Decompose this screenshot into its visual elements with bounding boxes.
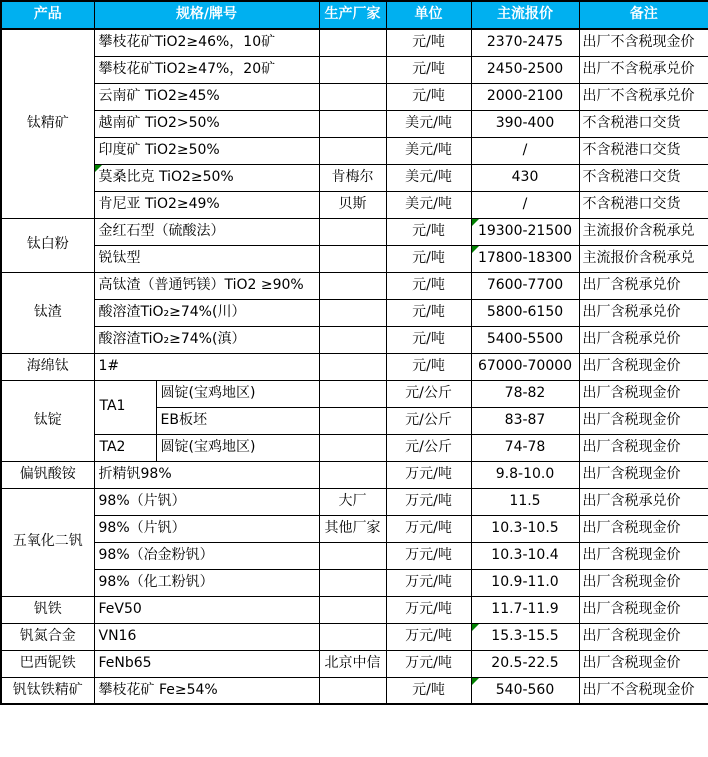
header-spec: 规格/牌号 — [94, 1, 319, 29]
unit-cell: 万元/吨 — [386, 488, 471, 515]
spec-cell: 印度矿 TiO2≥50% — [94, 137, 319, 164]
table-row — [1, 677, 708, 704]
note-cell: 出厂含税承兑价 — [579, 272, 708, 299]
unit-cell: 元/吨 — [386, 56, 471, 83]
price-cell: 5800-6150 — [471, 299, 579, 326]
table-row — [1, 623, 708, 650]
table-row — [1, 434, 708, 461]
table-row — [1, 272, 708, 299]
product-cell: 钛精矿 — [1, 29, 94, 218]
note-cell: 出厂不含税现金价 — [579, 29, 708, 56]
unit-cell: 元/吨 — [386, 218, 471, 245]
table-row — [1, 137, 708, 164]
price-cell: / — [471, 191, 579, 218]
product-cell: 钒铁 — [1, 596, 94, 623]
manufacturer-cell — [319, 623, 386, 650]
note-cell: 出厂含税现金价 — [579, 434, 708, 461]
unit-cell: 元/吨 — [386, 299, 471, 326]
unit-cell: 美元/吨 — [386, 110, 471, 137]
table-row — [1, 110, 708, 137]
manufacturer-cell — [319, 83, 386, 110]
unit-cell: 万元/吨 — [386, 569, 471, 596]
table-row — [1, 353, 708, 380]
product-cell: 五氧化二钒 — [1, 488, 94, 596]
manufacturer-cell — [319, 542, 386, 569]
price-cell: 20.5-22.5 — [471, 650, 579, 677]
manufacturer-cell — [319, 461, 386, 488]
price-cell: / — [471, 137, 579, 164]
price-cell: 74-78 — [471, 434, 579, 461]
unit-cell: 美元/吨 — [386, 191, 471, 218]
table-row — [1, 191, 708, 218]
unit-cell: 元/吨 — [386, 677, 471, 704]
spec-cell: 1# — [94, 353, 319, 380]
table-row — [1, 515, 708, 542]
manufacturer-cell: 大厂 — [319, 488, 386, 515]
spec-cell: 攀枝花矿TiO2≥47%，20矿 — [94, 56, 319, 83]
header-price: 主流报价 — [471, 1, 579, 29]
header-unit: 单位 — [386, 1, 471, 29]
price-cell — [471, 623, 579, 650]
manufacturer-cell — [319, 677, 386, 704]
unit-cell: 元/吨 — [386, 272, 471, 299]
note-cell: 出厂含税现金价 — [579, 353, 708, 380]
manufacturer-cell — [319, 299, 386, 326]
manufacturer-cell — [319, 272, 386, 299]
manufacturer-cell — [319, 245, 386, 272]
manufacturer-cell — [319, 353, 386, 380]
manufacturer-cell: 其他厂家 — [319, 515, 386, 542]
header-note: 备注 — [579, 1, 708, 29]
price-cell: 78-82 — [471, 380, 579, 407]
manufacturer-cell — [319, 326, 386, 353]
note-cell: 出厂含税现金价 — [579, 407, 708, 434]
grade-cell: TA1 — [94, 380, 156, 434]
spec-cell: 圆锭(宝鸡地区) — [156, 380, 319, 407]
note-cell: 不含税港口交货 — [579, 110, 708, 137]
manufacturer-cell: 贝斯 — [319, 191, 386, 218]
spec-cell: FeNb65 — [94, 650, 319, 677]
manufacturer-cell — [319, 434, 386, 461]
note-cell: 主流报价含税承兑 — [579, 218, 708, 245]
table-row — [1, 56, 708, 83]
spec-cell: 98%（冶金粉钒） — [94, 542, 319, 569]
spec-cell: EB板坯 — [156, 407, 319, 434]
manufacturer-cell — [319, 380, 386, 407]
unit-cell: 元/吨 — [386, 326, 471, 353]
price-cell: 10.3-10.4 — [471, 542, 579, 569]
table-row — [1, 164, 708, 191]
spec-cell: 金红石型（硫酸法） — [94, 218, 319, 245]
unit-cell: 万元/吨 — [386, 542, 471, 569]
note-cell: 出厂含税现金价 — [579, 542, 708, 569]
note-cell: 出厂含税现金价 — [579, 569, 708, 596]
price-text: 19300-21500 — [477, 222, 573, 239]
spec-text: 莫桑比克 TiO2≥50% — [98, 168, 234, 185]
price-cell: 10.9-11.0 — [471, 569, 579, 596]
spec-cell: 折精钒98% — [94, 461, 319, 488]
unit-cell: 元/吨 — [386, 83, 471, 110]
product-cell: 偏钒酸铵 — [1, 461, 94, 488]
green-corner-flag-icon — [472, 624, 479, 631]
price-cell: 2000-2100 — [471, 83, 579, 110]
price-cell: 2370-2475 — [471, 29, 579, 56]
grade-cell: TA2 — [94, 434, 156, 461]
price-cell: 11.5 — [471, 488, 579, 515]
spec-cell: 酸溶渣TiO₂≥74%(滇） — [94, 326, 319, 353]
spec-cell: 圆锭(宝鸡地区) — [156, 434, 319, 461]
unit-cell: 元/吨 — [386, 353, 471, 380]
manufacturer-cell — [319, 218, 386, 245]
unit-cell: 元/公斤 — [386, 434, 471, 461]
manufacturer-cell — [319, 596, 386, 623]
table-row — [1, 461, 708, 488]
unit-cell: 万元/吨 — [386, 461, 471, 488]
spec-cell: 越南矿 TiO2>50% — [94, 110, 319, 137]
spec-cell: 云南矿 TiO2≥45% — [94, 83, 319, 110]
note-cell: 出厂含税现金价 — [579, 380, 708, 407]
price-cell — [471, 245, 579, 272]
spec-cell: 98%（片钒） — [94, 488, 319, 515]
manufacturer-cell: 北京中信 — [319, 650, 386, 677]
price-cell: 390-400 — [471, 110, 579, 137]
price-text: 15.3-15.5 — [491, 627, 559, 644]
header-manufacturer: 生产厂家 — [319, 1, 386, 29]
table-row — [1, 326, 708, 353]
spec-cell: 98%（化工粉钒） — [94, 569, 319, 596]
table-row — [1, 488, 708, 515]
note-cell: 不含税港口交货 — [579, 164, 708, 191]
unit-cell: 元/吨 — [386, 245, 471, 272]
unit-cell: 元/吨 — [386, 29, 471, 56]
note-cell: 出厂含税承兑价 — [579, 299, 708, 326]
unit-cell: 元/公斤 — [386, 380, 471, 407]
unit-cell: 万元/吨 — [386, 650, 471, 677]
table-row — [1, 83, 708, 110]
note-cell: 出厂含税承兑价 — [579, 488, 708, 515]
price-cell: 430 — [471, 164, 579, 191]
note-cell: 主流报价含税承兑 — [579, 245, 708, 272]
manufacturer-cell — [319, 56, 386, 83]
price-text: 540-560 — [495, 681, 555, 698]
table-row — [1, 380, 708, 407]
price-cell — [471, 677, 579, 704]
manufacturer-cell — [319, 29, 386, 56]
price-cell: 2450-2500 — [471, 56, 579, 83]
price-cell: 10.3-10.5 — [471, 515, 579, 542]
table-row — [1, 245, 708, 272]
spec-cell: VN16 — [94, 623, 319, 650]
green-corner-flag-icon — [95, 165, 102, 172]
table-row — [1, 299, 708, 326]
spec-cell: 锐钛型 — [94, 245, 319, 272]
note-cell: 出厂含税现金价 — [579, 515, 708, 542]
note-cell: 不含税港口交货 — [579, 137, 708, 164]
product-cell: 钛锭 — [1, 380, 94, 461]
note-cell: 出厂含税现金价 — [579, 623, 708, 650]
table-row — [1, 542, 708, 569]
spec-cell: 98%（片钒） — [94, 515, 319, 542]
manufacturer-cell — [319, 110, 386, 137]
product-cell: 钛白粉 — [1, 218, 94, 272]
price-cell: 7600-7700 — [471, 272, 579, 299]
spec-cell — [94, 164, 319, 191]
spec-cell: 攀枝花矿 Fe≥54% — [94, 677, 319, 704]
manufacturer-cell — [319, 569, 386, 596]
manufacturer-cell — [319, 407, 386, 434]
product-cell: 钛渣 — [1, 272, 94, 353]
table-row — [1, 29, 708, 56]
product-cell: 海绵钛 — [1, 353, 94, 380]
price-cell: 5400-5500 — [471, 326, 579, 353]
green-corner-flag-icon — [472, 219, 479, 226]
price-cell: 9.8-10.0 — [471, 461, 579, 488]
note-cell: 出厂不含税现金价 — [579, 677, 708, 704]
price-text: 17800-18300 — [477, 249, 573, 266]
spec-cell: 攀枝花矿TiO2≥46%，10矿 — [94, 29, 319, 56]
header-row — [1, 1, 708, 29]
unit-cell: 元/公斤 — [386, 407, 471, 434]
green-corner-flag-icon — [472, 246, 479, 253]
note-cell: 出厂含税现金价 — [579, 461, 708, 488]
table-row — [1, 569, 708, 596]
unit-cell: 美元/吨 — [386, 164, 471, 191]
unit-cell: 万元/吨 — [386, 623, 471, 650]
unit-cell: 万元/吨 — [386, 596, 471, 623]
note-cell: 出厂含税现金价 — [579, 596, 708, 623]
product-cell: 钒钛铁精矿 — [1, 677, 94, 704]
note-cell: 出厂含税承兑价 — [579, 326, 708, 353]
product-cell: 巴西铌铁 — [1, 650, 94, 677]
spec-cell: 高钛渣（普通钙镁）TiO2 ≥90% — [94, 272, 319, 299]
note-cell: 出厂含税现金价 — [579, 650, 708, 677]
price-cell: 11.7-11.9 — [471, 596, 579, 623]
manufacturer-cell: 肯梅尔 — [319, 164, 386, 191]
green-corner-flag-icon — [472, 678, 479, 685]
spec-cell: 肯尼亚 TiO2≥49% — [94, 191, 319, 218]
note-cell: 出厂不含税承兑价 — [579, 56, 708, 83]
product-cell: 钒氮合金 — [1, 623, 94, 650]
manufacturer-cell — [319, 137, 386, 164]
header-product: 产品 — [1, 1, 94, 29]
note-cell: 不含税港口交货 — [579, 191, 708, 218]
note-cell: 出厂不含税承兑价 — [579, 83, 708, 110]
spec-cell: FeV50 — [94, 596, 319, 623]
table-row — [1, 218, 708, 245]
table-row — [1, 596, 708, 623]
table-row — [1, 650, 708, 677]
price-cell: 83-87 — [471, 407, 579, 434]
unit-cell: 万元/吨 — [386, 515, 471, 542]
price-cell: 67000-70000 — [471, 353, 579, 380]
unit-cell: 美元/吨 — [386, 137, 471, 164]
price-cell — [471, 218, 579, 245]
spec-cell: 酸溶渣TiO₂≥74%(川） — [94, 299, 319, 326]
